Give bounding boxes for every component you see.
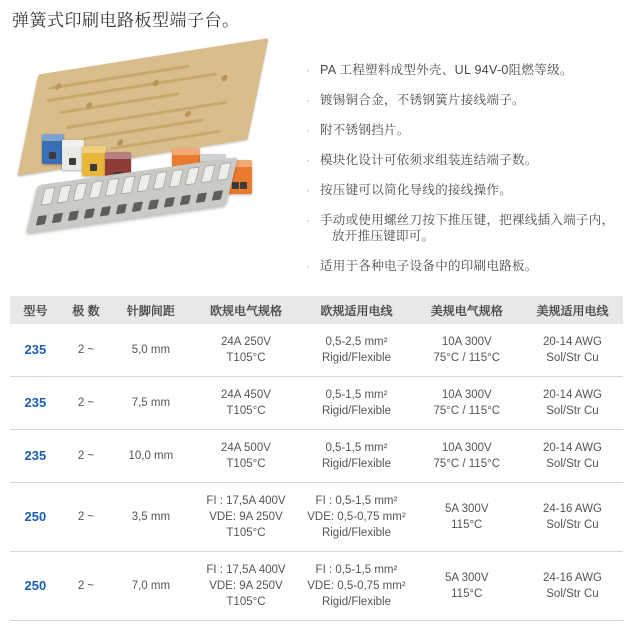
cell-line: T105°C: [226, 458, 266, 470]
product-overview-section: [0, 34, 633, 288]
cell-poles: 2 ~: [61, 552, 111, 621]
list-item: [306, 258, 623, 274]
cell-us-electrical: [412, 483, 522, 552]
cell-eu-wire: [301, 430, 411, 483]
cell-line: 115°C: [451, 519, 483, 531]
cell-line: 0,5-1,5 mm²: [325, 442, 388, 454]
cell-line: T105°C: [226, 527, 266, 539]
cell-model[interactable]: 250: [10, 483, 61, 552]
cell-eu-wire: [301, 324, 411, 377]
cell-line: 24-16 AWG: [542, 503, 602, 515]
cell-line: Rigid/Flexible: [321, 352, 391, 364]
cell-poles: 2 ~: [61, 377, 111, 430]
feature-text-4: 按压键可以简化导线的接线操作。: [320, 183, 513, 197]
cell-line: 10A 300V: [441, 389, 492, 401]
cell-line: 24A 450V: [221, 389, 271, 401]
cell-line: Rigid/Flexible: [321, 405, 391, 417]
cell-line: 0,5-2,5 mm²: [325, 336, 388, 348]
cell-line: FI : 17,5A 400V: [206, 495, 286, 507]
feature-text-6: 适用于各种电子设备中的印刷电路板。: [320, 259, 538, 273]
cell-poles: 2 ~: [61, 324, 111, 377]
cell-line: 5A 300V: [445, 503, 489, 515]
cell-line: Rigid/Flexible: [321, 458, 391, 470]
cell-line: T105°C: [226, 405, 266, 417]
cell-line: 24A 250V: [221, 336, 271, 348]
cell-line: VDE: 0,5-0,75 mm²: [307, 511, 406, 523]
cell-line: FI : 17,5A 400V: [206, 564, 286, 576]
cell-line: 20-14 AWG: [542, 336, 602, 348]
cell-line: Rigid/Flexible: [321, 596, 391, 608]
cell-us-wire: [522, 552, 623, 621]
cell-line: VDE: 9A 250V: [209, 511, 283, 523]
feature-text-0: PA 工程塑料成型外壳、UL 94V-0阻燃等级。: [320, 63, 573, 77]
cell-us-wire: [522, 483, 623, 552]
cell-eu-wire: [301, 552, 411, 621]
cell-us-wire: [522, 430, 623, 483]
cell-model[interactable]: 235: [10, 377, 61, 430]
bullet-icon: ·: [306, 63, 310, 77]
cell-line: 20-14 AWG: [542, 389, 602, 401]
cell-line: Rigid/Flexible: [321, 527, 391, 539]
feature-text-1: 镀锡铜合金，不锈钢簧片接线端子。: [320, 93, 525, 107]
terminal-block-yellow: [82, 146, 106, 176]
feature-list: [300, 52, 623, 288]
bullet-icon: ·: [306, 153, 310, 167]
cell-eu-electrical: [191, 483, 302, 552]
cell-us-wire: [522, 324, 623, 377]
cell-poles: 2 ~: [61, 430, 111, 483]
cell-line: VDE: 9A 250V: [209, 580, 283, 592]
cell-pitch: 5,0 mm: [111, 324, 190, 377]
product-image: [10, 52, 300, 262]
list-item: [306, 152, 623, 168]
cell-pitch: 3,5 mm: [111, 483, 190, 552]
cell-line: Sol/Str Cu: [546, 405, 599, 417]
cell-us-electrical: [412, 552, 522, 621]
cell-eu-electrical: [191, 552, 302, 621]
cell-eu-electrical: [191, 324, 302, 377]
cell-eu-electrical: [191, 430, 302, 483]
cell-model[interactable]: 250: [10, 552, 61, 621]
cell-pitch: 7,5 mm: [111, 377, 190, 430]
cell-line: Sol/Str Cu: [546, 588, 599, 600]
cell-line: T105°C: [226, 352, 266, 364]
cell-line: 75°C / 115°C: [433, 405, 501, 417]
cell-us-electrical: [412, 430, 522, 483]
table-row: [10, 483, 623, 552]
cell-line: VDE: 0,5-0,75 mm²: [307, 580, 406, 592]
table-header: [10, 296, 623, 324]
feature-text-5-line1: 手动或使用螺丝刀按下推压键，把裸线插入端子内，: [320, 213, 615, 227]
table-row: [10, 430, 623, 483]
specifications-table: [10, 296, 623, 621]
cell-line: 10A 300V: [441, 336, 492, 348]
cell-line: 75°C / 115°C: [433, 458, 501, 470]
table-row: [10, 552, 623, 621]
cell-eu-electrical: [191, 377, 302, 430]
table-row: [10, 377, 623, 430]
list-item: [306, 212, 623, 244]
table-body: [10, 324, 623, 621]
list-item: [306, 92, 623, 108]
table-row: [10, 324, 623, 377]
cell-line: 75°C / 115°C: [433, 352, 501, 364]
cell-eu-wire: [301, 483, 411, 552]
cell-pitch: 7,0 mm: [111, 552, 190, 621]
bullet-icon: ·: [306, 213, 310, 227]
list-item: [306, 122, 623, 138]
table-header-row: [10, 296, 623, 324]
feature-text-5: [320, 212, 623, 244]
cell-us-electrical: [412, 377, 522, 430]
terminal-block-white: [62, 140, 84, 170]
column-header-poles: 极 数: [61, 296, 111, 324]
column-header-us-wire: 美规适用电线: [522, 296, 623, 324]
cell-line: 0,5-1,5 mm²: [325, 389, 388, 401]
column-header-model: 型号: [10, 296, 61, 324]
feature-text-3: 模块化设计可依须求组装连结端子数。: [320, 153, 538, 167]
list-item: [306, 62, 623, 78]
column-header-pitch: 针脚间距: [111, 296, 190, 324]
page-title: 弹簧式印刷电路板型端子台。: [12, 11, 240, 30]
cell-line: 24A 500V: [221, 442, 271, 454]
cell-line: 10A 300V: [441, 442, 492, 454]
column-header-eu-electrical: 欧规电气规格: [191, 296, 302, 324]
column-header-us-electrical: 美规电气规格: [412, 296, 522, 324]
feature-text-5-line2: 放开推压键即可。: [332, 229, 435, 243]
cell-model[interactable]: 235: [10, 324, 61, 377]
cell-line: 24-16 AWG: [542, 572, 602, 584]
cell-line: T105°C: [226, 596, 266, 608]
column-header-eu-wire: 欧规适用电线: [301, 296, 411, 324]
feature-text-2: 附不锈钢挡片。: [320, 123, 410, 137]
bullet-icon: ·: [306, 259, 310, 273]
cell-line: Sol/Str Cu: [546, 519, 599, 531]
cell-model[interactable]: 235: [10, 430, 61, 483]
cell-line: Sol/Str Cu: [546, 458, 599, 470]
bullet-icon: ·: [306, 183, 310, 197]
cell-pitch: 10,0 mm: [111, 430, 190, 483]
cell-line: FI : 0,5-1,5 mm²: [315, 564, 398, 576]
cell-eu-wire: [301, 377, 411, 430]
list-item: [306, 182, 623, 198]
cell-line: 115°C: [451, 588, 483, 600]
cell-us-wire: [522, 377, 623, 430]
cell-line: 5A 300V: [445, 572, 489, 584]
cell-line: 20-14 AWG: [542, 442, 602, 454]
cell-us-electrical: [412, 324, 522, 377]
terminal-block-blue: [42, 134, 64, 164]
bullet-icon: ·: [306, 123, 310, 137]
cell-line: Sol/Str Cu: [546, 352, 599, 364]
cell-line: FI : 0,5-1,5 mm²: [315, 495, 398, 507]
bullet-icon: ·: [306, 93, 310, 107]
cell-poles: 2 ~: [61, 483, 111, 552]
